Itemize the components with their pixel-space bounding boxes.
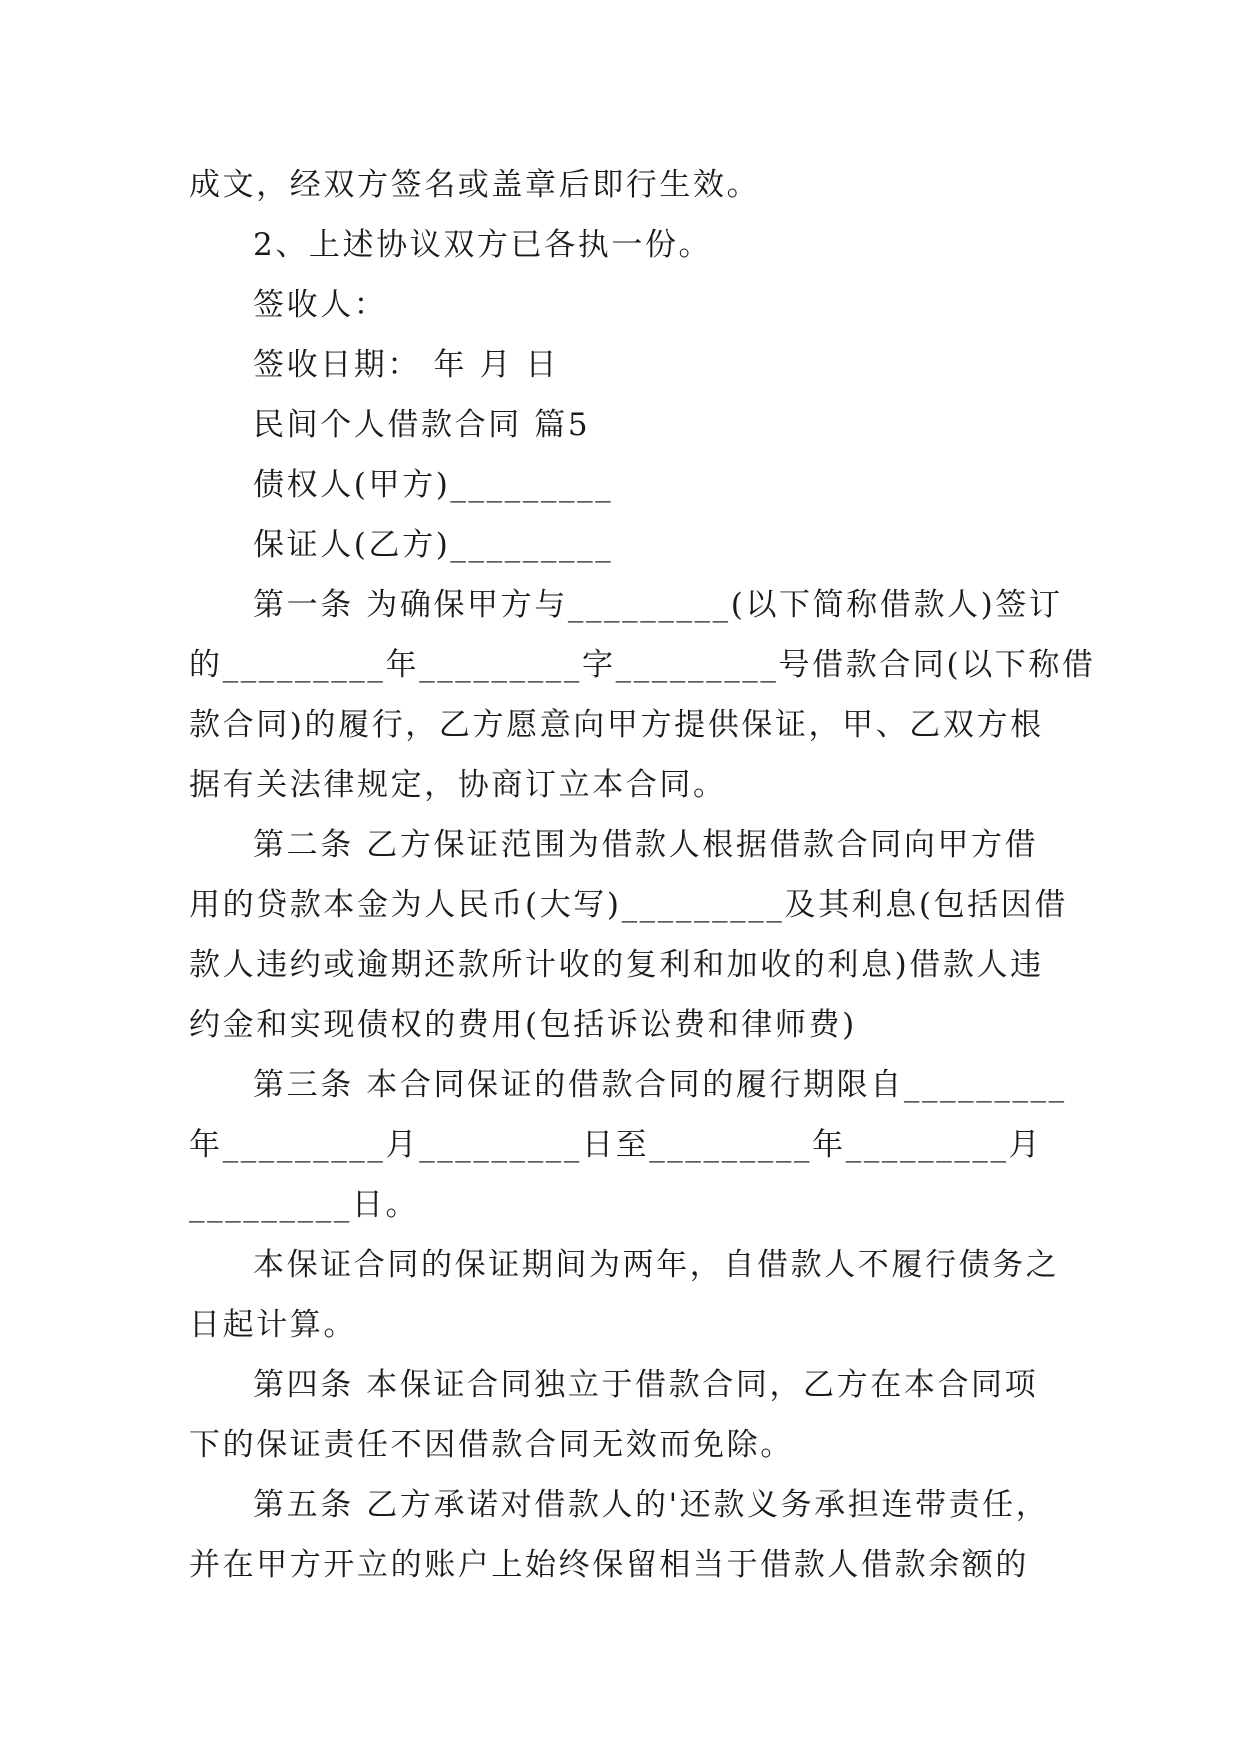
text-line: 款人违约或逾期还款所计收的复利和加收的利息)借款人违	[189, 947, 1044, 983]
text-line: 本保证合同的保证期间为两年，自借款人不履行债务之	[253, 1247, 1060, 1283]
section-heading: 民间个人借款合同 篇5	[253, 407, 591, 443]
text-line: _________日。	[189, 1187, 420, 1223]
text-line: 约金和实现债权的费用(包括诉讼费和律师费)	[189, 1007, 857, 1043]
text-line: 的_________年_________字_________号借款合同(以下称借	[189, 647, 1096, 683]
text-line: 签收人：	[253, 287, 388, 323]
text-line: 成文，经双方签名或盖章后即行生效。	[189, 167, 761, 203]
text-line: 第四条 本保证合同独立于借款合同，乙方在本合同项	[253, 1367, 1039, 1403]
text-line: 2、上述协议双方已各执一份。	[253, 227, 713, 263]
document-body	[189, 155, 1096, 1595]
text-line: 款合同)的履行，乙方愿意向甲方提供保证，甲、乙双方根	[189, 707, 1044, 743]
text-line: 并在甲方开立的账户上始终保留相当于借款人借款余额的	[189, 1547, 1029, 1583]
text-line: 据有关法律规定，协商订立本合同。	[189, 767, 727, 803]
text-line: 下的保证责任不因借款合同无效而免除。	[189, 1427, 794, 1463]
text-line: 第五条 乙方承诺对借款人的'还款义务承担连带责任，	[253, 1487, 1050, 1523]
text-line: 第一条 为确保甲方与_________(以下简称借款人)签订	[253, 587, 1063, 623]
text-line: 签收日期： 年 月 日	[253, 347, 560, 383]
text-line: 日起计算。	[189, 1307, 357, 1343]
text-line: 保证人(乙方)_________	[253, 527, 614, 563]
text-line: 债权人(甲方)_________	[253, 467, 614, 503]
text-line: 第二条 乙方保证范围为借款人根据借款合同向甲方借	[253, 827, 1039, 863]
text-line: 年_________月_________日至_________年_________月	[189, 1127, 1043, 1163]
text-line: 用的贷款本金为人民币(大写)_________及其利息(包括因借	[189, 887, 1068, 923]
text-line: 第三条 本合同保证的借款合同的履行期限自_________	[253, 1067, 1067, 1103]
